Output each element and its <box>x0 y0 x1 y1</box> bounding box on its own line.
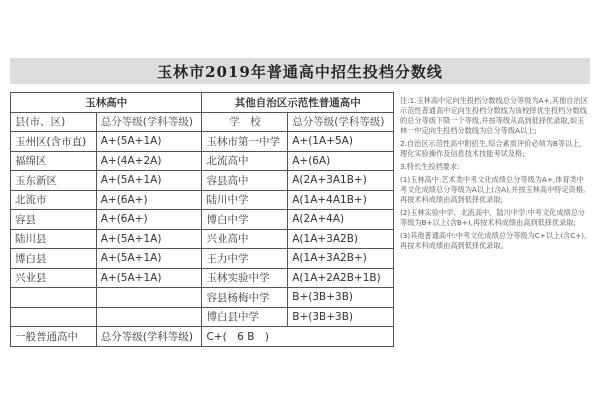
note-paragraph: (3)其他普通高中:中考文化成绩总分等级为C+以上(含C+),再按术科成绩由高到低择优录取。 <box>400 231 587 250</box>
left-section-header: 玉林高中 <box>11 93 202 113</box>
footer-value: C+( 6 B ) <box>202 327 394 347</box>
school-cell: 兴业高中 <box>202 229 288 249</box>
grade-cell <box>96 288 202 308</box>
table-row <box>11 132 394 152</box>
county-cell <box>11 288 97 308</box>
grade-column-header: 总分等级(学科等级) <box>96 112 202 132</box>
note-paragraph: (2)玉林实验中学、北流高中、陆川中学:中考文化成绩总分等级为B+以上(含B+),再按术科成绩由高到低择优录取; <box>400 208 586 227</box>
grade2-cell: A(2A+3A1B+) <box>288 171 394 191</box>
grade2-cell: B+(3B+3B) <box>288 307 394 327</box>
grade2-cell: A+(1A+5A) <box>288 132 394 152</box>
table-header-row <box>11 93 394 113</box>
school-cell: 容县高中 <box>202 171 288 191</box>
table-row <box>11 171 394 191</box>
notes-panel <box>400 96 588 254</box>
school-cell: 玉林实验中学 <box>202 268 288 288</box>
note-paragraph: 3.特长生投档要求: <box>400 162 460 171</box>
school-column-header: 学 校 <box>202 112 288 132</box>
grade-cell: A+(6A+) <box>96 190 202 210</box>
grade-cell: A+(5A+1A) <box>96 229 202 249</box>
school-cell: 博白中学 <box>202 210 288 230</box>
table-row <box>11 151 394 171</box>
table-row <box>11 190 394 210</box>
grade2-cell: A(2A+4A) <box>288 210 394 230</box>
grade-cell: A+(5A+1A) <box>96 132 202 152</box>
grade-cell: A+(5A+1A) <box>96 268 202 288</box>
school-cell: 博白县中学 <box>202 307 288 327</box>
school-cell: 玉林市第一中学 <box>202 132 288 152</box>
county-cell: 容县 <box>11 210 97 230</box>
grade2-column-header: 总分等级(学科等级) <box>288 112 394 132</box>
table-row <box>11 249 394 269</box>
footer-grade-label: 总分等级(学科等级) <box>96 327 202 347</box>
table-row <box>11 210 394 230</box>
note-paragraph: 注:1.玉林高中定向生投档分数线总分等级为A+,其他自治区示范性普通高中定向生投档分数线为该校择优生投档分数线的总分等级下降一个等级,并按等级从高到低择优录取,如玉林一中定向生投档分数线为总分等级A以上; <box>400 96 588 135</box>
county-cell: 玉东新区 <box>11 171 97 191</box>
footer-label: 一般普通高中 <box>11 327 97 347</box>
school-cell: 陆川中学 <box>202 190 288 210</box>
grade2-cell: A+(6A) <box>288 151 394 171</box>
county-cell: 兴业县 <box>11 268 97 288</box>
grade2-cell: A(1A+3A2B) <box>288 229 394 249</box>
grade-cell: A+(5A+1A) <box>96 249 202 269</box>
grade2-cell: A(1A+3A2B+) <box>288 249 394 269</box>
page-title: 玉林市2019年普通高中招生投档分数线 <box>10 58 590 84</box>
school-cell: 北流高中 <box>202 151 288 171</box>
score-table <box>10 92 394 347</box>
note-paragraph: 2.自治区示范性高中附招生,综合素质评价必须为B等以上,理化实验操作及信息技术技能考试及格; <box>400 139 582 158</box>
county-column-header: 县(市、区) <box>11 112 97 132</box>
grade-cell: A+(5A+1A) <box>96 171 202 191</box>
table-row <box>11 268 394 288</box>
right-section-header: 其他自治区示范性普通高中 <box>202 93 394 113</box>
county-cell: 博白县 <box>11 249 97 269</box>
note-paragraph: (1)玉林高中:艺术类中考文化成绩总分等级为A+,体育类中考文化成绩总分等级为A以上(含A),并按玉林高中特定资格,再按术科成绩由高到低择优录取; <box>400 175 586 204</box>
table-row <box>11 288 394 308</box>
grade-cell: A+(4A+2A) <box>96 151 202 171</box>
county-cell <box>11 307 97 327</box>
county-cell: 福绵区 <box>11 151 97 171</box>
table-row <box>11 307 394 327</box>
footer-row <box>11 327 394 347</box>
table-row <box>11 229 394 249</box>
grade2-cell: A(1A+2A2B+1B) <box>288 268 394 288</box>
grade-cell <box>96 307 202 327</box>
school-cell: 容县杨梅中学 <box>202 288 288 308</box>
county-cell: 北流市 <box>11 190 97 210</box>
grade2-cell: A(1A+4A1B+) <box>288 190 394 210</box>
county-cell: 玉州区(含市直) <box>11 132 97 152</box>
school-cell: 王力中学 <box>202 249 288 269</box>
grade-cell: A+(6A+) <box>96 210 202 230</box>
county-cell: 陆川县 <box>11 229 97 249</box>
grade2-cell: B+(3B+3B) <box>288 288 394 308</box>
table-subheader-row <box>11 112 394 132</box>
